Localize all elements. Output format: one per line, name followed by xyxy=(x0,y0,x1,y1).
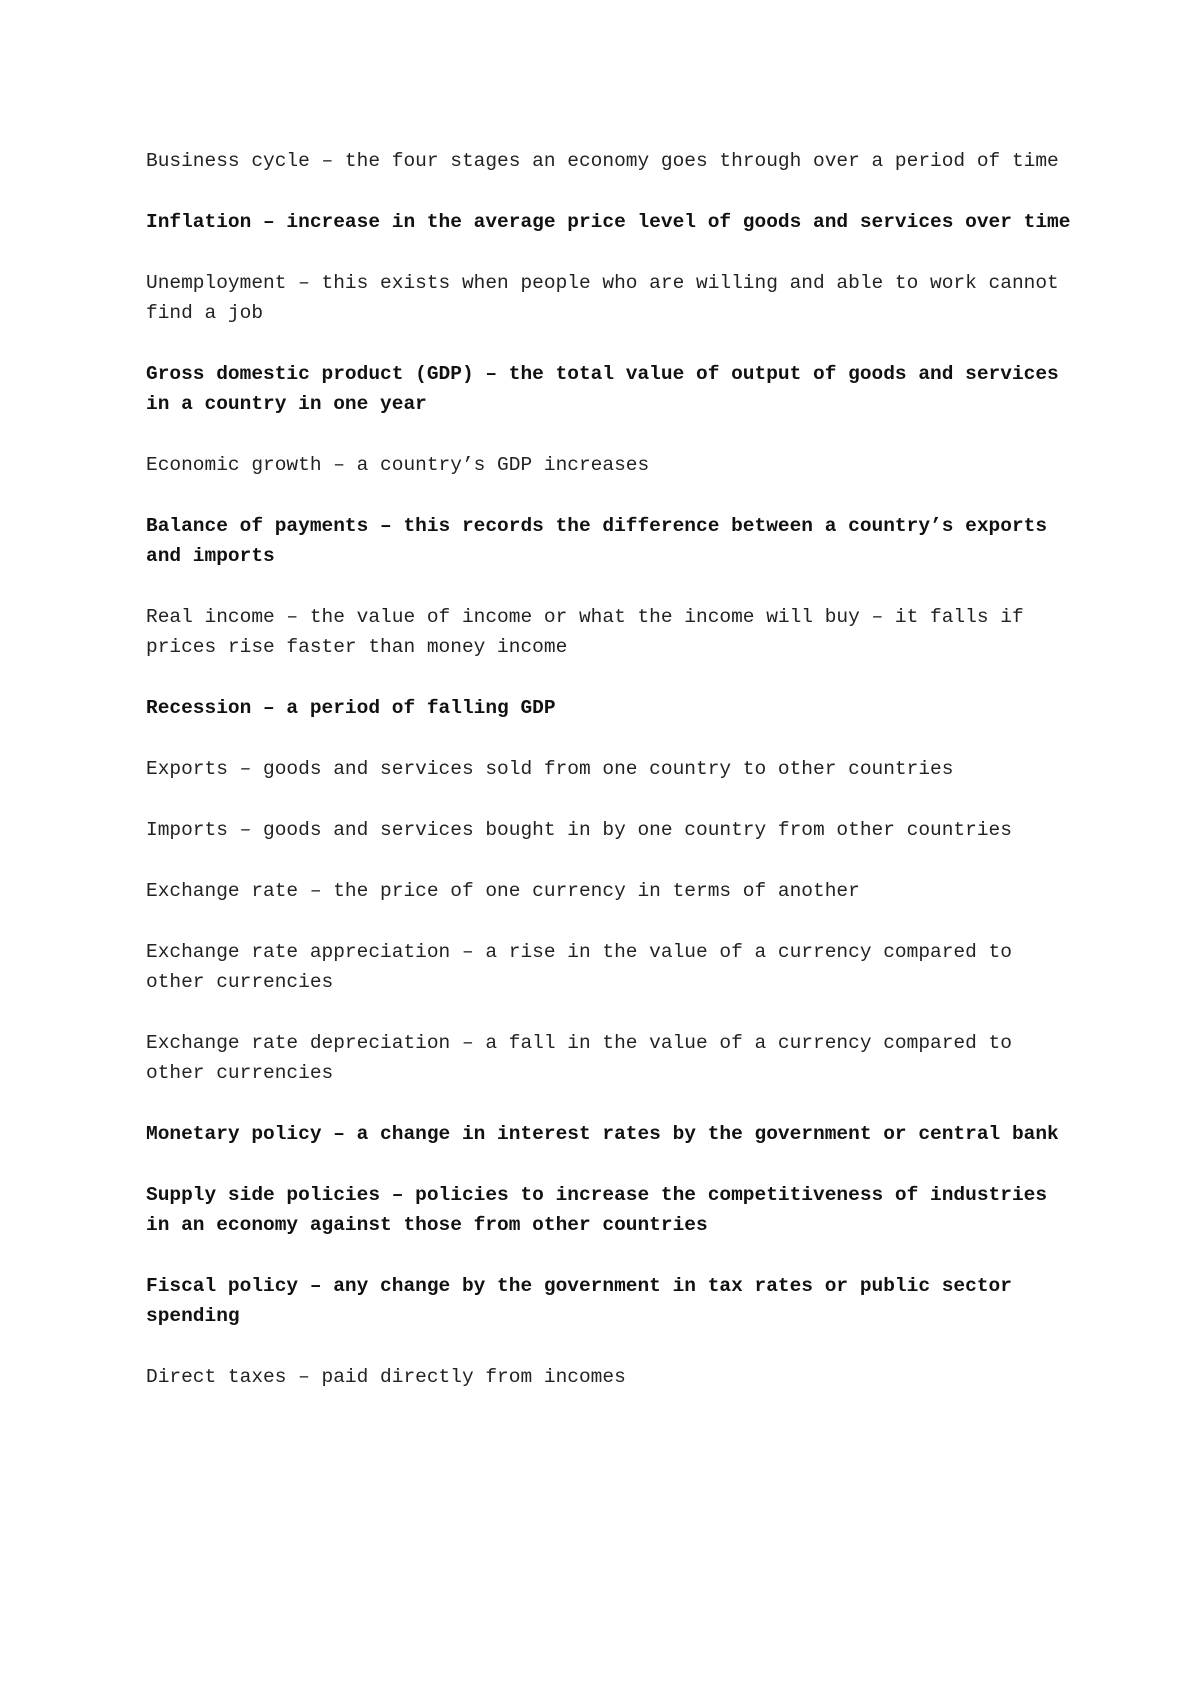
definition-business-cycle: Business cycle – the four stages an economy goes through over a period of time xyxy=(146,150,1059,172)
definition-exchange-rate-appreciation: Exchange rate appreciation – a rise in the value of a currency compared to other currencies xyxy=(146,941,1012,993)
definition-inflation: Inflation – increase in the average price level of goods and services over time xyxy=(146,211,1071,233)
definition-direct-taxes: Direct taxes – paid directly from incomes xyxy=(146,1366,626,1388)
definition-economic-growth: Economic growth – a country’s GDP increases xyxy=(146,454,650,476)
definition-imports: Imports – goods and services bought in by one country from other countries xyxy=(146,819,1012,841)
definition-exchange-rate: Exchange rate – the price of one currency in terms of another xyxy=(146,880,860,902)
definition-balance-of-payments: Balance of payments – this records the difference between a country’s exports and imports xyxy=(146,515,1048,567)
definition-exports: Exports – goods and services sold from one country to other countries xyxy=(146,758,954,780)
definition-real-income: Real income – the value of income or what the income will buy – it falls if prices rise faster than money income xyxy=(146,606,1024,658)
definition-recession: Recession – a period of falling GDP xyxy=(146,697,556,719)
definition-unemployment: Unemployment – this exists when people who are willing and able to work cannot find a job xyxy=(146,272,1059,324)
definition-fiscal-policy: Fiscal policy – any change by the government in tax rates or public sector spending xyxy=(146,1275,1012,1327)
definition-supply-side-policies: Supply side policies – policies to increase the competitiveness of industries in an economy against those from other countries xyxy=(146,1184,1048,1236)
definition-exchange-rate-depreciation: Exchange rate depreciation – a fall in the value of a currency compared to other currencies xyxy=(146,1032,1012,1084)
document-page xyxy=(146,146,1076,1423)
definition-gdp: Gross domestic product (GDP) – the total value of output of goods and services in a country in one year xyxy=(146,363,1059,415)
definition-monetary-policy: Monetary policy – a change in interest rates by the government or central bank xyxy=(146,1123,1059,1145)
